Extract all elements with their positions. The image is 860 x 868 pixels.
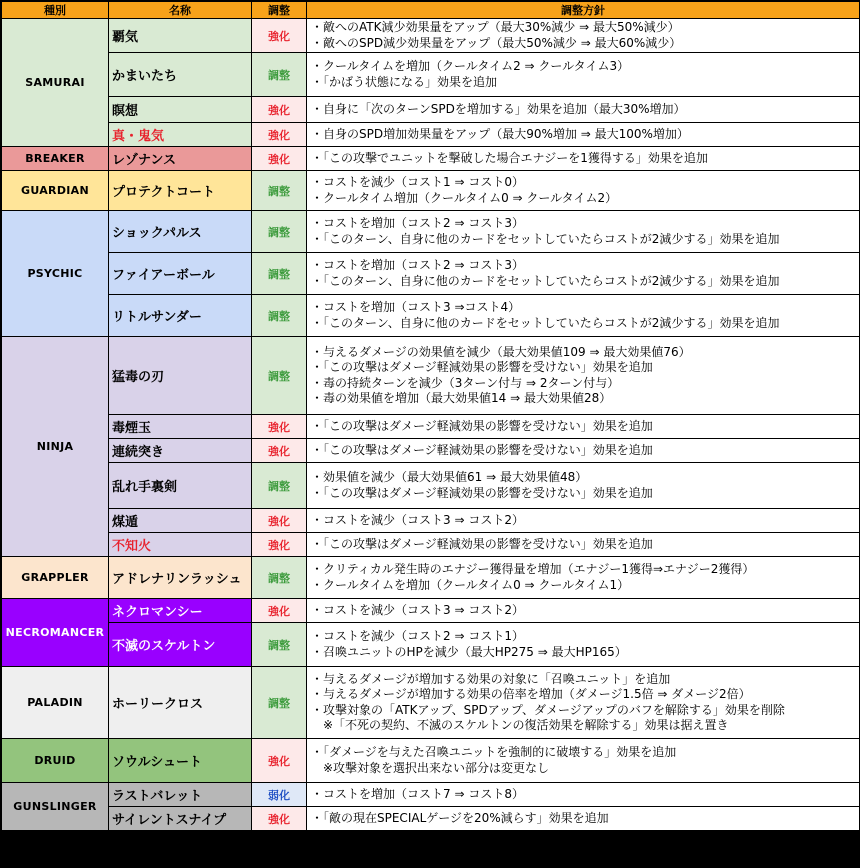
adjust-policy: [307, 337, 860, 415]
adjust-badge: 強化: [252, 19, 307, 53]
policy-line: ・「このターン、自身に他のカードをセットしていたらコストが2減少する」効果を追加: [311, 315, 780, 330]
adjust-policy: [307, 53, 860, 97]
table-row: [2, 557, 860, 599]
policy-line: ・コストを増加（コスト2 ⇒ コスト3）: [311, 258, 524, 272]
table-row: [2, 599, 860, 623]
policy-line: ・クールタイムを増加（クールタイム0 ⇒ クールタイム1）: [311, 577, 630, 592]
skill-name: ネクロマンシー: [109, 599, 252, 623]
class-cell: SAMURAI: [2, 19, 109, 147]
policy-line: ※攻撃対象を選択出来ない部分は変更なし: [311, 760, 550, 775]
table-row: [2, 623, 860, 667]
policy-line: ・「このターン、自身に他のカードをセットしていたらコストが2減少する」効果を追加: [311, 273, 780, 288]
policy-line: ・毒の効果値を増加（最大効果値14 ⇒ 最大効果値28）: [311, 391, 612, 405]
policy-line: ・与えるダメージが増加する効果の倍率を増加（ダメージ1.5倍 ⇒ ダメージ2倍）: [311, 687, 751, 701]
class-cell: DRUID: [2, 739, 109, 783]
adjust-badge: 調整: [252, 623, 307, 667]
table-row: [2, 253, 860, 295]
policy-line: ・「この攻撃はダメージ軽減効果の影響を受けない」効果を追加: [311, 418, 653, 433]
adjust-policy: [307, 533, 860, 557]
adjust-badge: 強化: [252, 509, 307, 533]
adjust-policy: [307, 415, 860, 439]
class-cell: GRAPPLER: [2, 557, 109, 599]
header-row: [2, 2, 860, 19]
adjust-badge: 強化: [252, 439, 307, 463]
skill-name: 瞑想: [109, 97, 252, 123]
adjust-policy: [307, 623, 860, 667]
skill-name: アドレナリンラッシュ: [109, 557, 252, 599]
table-row: [2, 463, 860, 509]
adjust-badge: 強化: [252, 807, 307, 831]
adjust-policy: [307, 599, 860, 623]
table-row: [2, 53, 860, 97]
policy-line: ・「この攻撃はダメージ軽減効果の影響を受けない」効果を追加: [311, 485, 653, 500]
adjust-policy: [307, 147, 860, 171]
adjust-badge: 強化: [252, 599, 307, 623]
policy-line: ・敵へのATK減少効果量をアップ（最大30%減少 ⇒ 最大50%減少）: [311, 20, 680, 34]
policy-line: ・召喚ユニットのHPを減少（最大HP275 ⇒ 最大HP165）: [311, 644, 627, 659]
table-row: [2, 739, 860, 783]
policy-line: ・自身のSPD増加効果量をアップ（最大90%増加 ⇒ 最大100%増加）: [311, 126, 689, 141]
policy-line: ・与えるダメージが増加する効果の対象に「召喚ユニット」を追加: [311, 671, 671, 686]
skill-name: レゾナンス: [109, 147, 252, 171]
adjust-badge: 調整: [252, 295, 307, 337]
adjust-policy: [307, 557, 860, 599]
table-row: [2, 295, 860, 337]
policy-line: ・与えるダメージの効果値を減少（最大効果値109 ⇒ 最大効果値76）: [311, 344, 691, 359]
adjust-policy: [307, 439, 860, 463]
adjust-policy: [307, 295, 860, 337]
skill-name: 真・鬼気: [109, 123, 252, 147]
adjust-policy: [307, 509, 860, 533]
skill-name: 毒煙玉: [109, 415, 252, 439]
adjust-badge: 調整: [252, 211, 307, 253]
adjust-badge: 調整: [252, 53, 307, 97]
policy-line: ※「不死の契約、不滅のスケルトンの復活効果を解除する」効果は据え置き: [311, 718, 729, 732]
skill-name: 不知火: [109, 533, 252, 557]
class-cell: NECROMANCER: [2, 599, 109, 667]
table-row: [2, 19, 860, 53]
adjust-policy: [307, 667, 860, 739]
policy-line: ・「ダメージを与えた召喚ユニットを強制的に破壊する」効果を追加: [311, 745, 677, 759]
policy-line: ・コストを減少（コスト3 ⇒ コスト2）: [311, 512, 524, 527]
table-row: [2, 123, 860, 147]
table-row: [2, 509, 860, 533]
table-row: [2, 415, 860, 439]
skill-name: 覇気: [109, 19, 252, 53]
adjust-policy: [307, 783, 860, 807]
skill-name: ホーリークロス: [109, 667, 252, 739]
policy-line: ・「この攻撃はダメージ軽減効果の影響を受けない」効果を追加: [311, 442, 653, 457]
skill-name: サイレントスナイプ: [109, 807, 252, 831]
class-cell: GUNSLINGER: [2, 783, 109, 831]
skill-name: ラストバレット: [109, 783, 252, 807]
adjust-policy: [307, 253, 860, 295]
class-cell: GUARDIAN: [2, 171, 109, 211]
adjust-badge: 強化: [252, 123, 307, 147]
skill-name: 乱れ手裏剣: [109, 463, 252, 509]
adjust-badge: 調整: [252, 337, 307, 415]
header-name: 名称: [109, 2, 252, 19]
policy-line: ・攻撃対象の「ATKアップ、SPDアップ、ダメージアップのバフを解除する」効果を削除: [311, 702, 785, 717]
adjust-policy: [307, 19, 860, 53]
table-row: [2, 807, 860, 831]
adjust-badge: 調整: [252, 253, 307, 295]
policy-line: ・コストを増加（コスト3 ⇒コスト4）: [311, 300, 521, 314]
adjust-badge: 強化: [252, 533, 307, 557]
policy-line: ・コストを増加（コスト7 ⇒ コスト8）: [311, 786, 524, 801]
skill-name: 連続突き: [109, 439, 252, 463]
adjust-badge: 強化: [252, 147, 307, 171]
skill-name: ショックパルス: [109, 211, 252, 253]
policy-line: ・「この攻撃はダメージ軽減効果の影響を受けない」効果を追加: [311, 360, 653, 374]
adjust-policy: [307, 171, 860, 211]
policy-line: ・「この攻撃でユニットを撃破した場合エナジーを1獲得する」効果を追加: [311, 150, 708, 165]
policy-line: ・クリティカル発生時のエナジー獲得量を増加（エナジー1獲得⇒エナジー2獲得）: [311, 562, 755, 576]
adjust-badge: 弱化: [252, 783, 307, 807]
table-row: [2, 97, 860, 123]
policy-line: ・「このターン、自身に他のカードをセットしていたらコストが2減少する」効果を追加: [311, 231, 780, 246]
class-cell: PSYCHIC: [2, 211, 109, 337]
class-cell: BREAKER: [2, 147, 109, 171]
policy-line: ・「この攻撃はダメージ軽減効果の影響を受けない」効果を追加: [311, 536, 653, 551]
adjust-badge: 調整: [252, 557, 307, 599]
table-row: [2, 439, 860, 463]
policy-line: ・コストを増加（コスト2 ⇒ コスト3）: [311, 216, 524, 230]
table-row: [2, 783, 860, 807]
skill-name: 不滅のスケルトン: [109, 623, 252, 667]
policy-line: ・自身に「次のターンSPDを増加する」効果を追加（最大30%増加）: [311, 101, 686, 116]
policy-line: ・クールタイムを増加（クールタイム2 ⇒ クールタイム3）: [311, 59, 630, 73]
skill-name: プロテクトコート: [109, 171, 252, 211]
policy-line: ・コストを減少（コスト3 ⇒ コスト2）: [311, 602, 524, 617]
adjust-badge: 強化: [252, 97, 307, 123]
header-class: 種別: [2, 2, 109, 19]
table-row: [2, 171, 860, 211]
table-row: [2, 147, 860, 171]
policy-line: ・「かばう状態になる」効果を追加: [311, 74, 498, 89]
skill-name: ソウルシュート: [109, 739, 252, 783]
adjust-policy: [307, 123, 860, 147]
skill-name: かまいたち: [109, 53, 252, 97]
table-row: [2, 211, 860, 253]
adjust-badge: 強化: [252, 415, 307, 439]
adjust-badge: 調整: [252, 667, 307, 739]
table-row: [2, 667, 860, 739]
adjust-policy: [307, 739, 860, 783]
class-cell: NINJA: [2, 337, 109, 557]
adjust-policy: [307, 807, 860, 831]
policy-line: ・敵へのSPD減少効果量をアップ（最大50%減少 ⇒ 最大60%減少）: [311, 35, 682, 50]
policy-line: ・コストを減少（コスト2 ⇒ コスト1）: [311, 629, 524, 643]
balance-adjustment-table: [1, 1, 860, 831]
header-policy: 調整方針: [307, 2, 860, 19]
skill-name: ファイアーボール: [109, 253, 252, 295]
policy-line: ・クールタイム増加（クールタイム0 ⇒ クールタイム2）: [311, 190, 618, 205]
adjust-badge: 強化: [252, 739, 307, 783]
policy-line: ・「敵の現在SPECIALゲージを20%減らす」効果を追加: [311, 810, 609, 825]
header-adjust: 調整: [252, 2, 307, 19]
skill-name: リトルサンダー: [109, 295, 252, 337]
adjust-policy: [307, 463, 860, 509]
adjust-badge: 調整: [252, 463, 307, 509]
skill-name: 猛毒の刃: [109, 337, 252, 415]
policy-line: ・効果値を減少（最大効果値61 ⇒ 最大効果値48）: [311, 470, 588, 484]
skill-name: 煤遁: [109, 509, 252, 533]
adjust-badge: 調整: [252, 171, 307, 211]
policy-line: ・毒の持続ターンを減少（3ターン付与 ⇒ 2ターン付与）: [311, 375, 620, 390]
adjust-policy: [307, 97, 860, 123]
policy-line: ・コストを減少（コスト1 ⇒ コスト0）: [311, 175, 524, 189]
table-row: [2, 533, 860, 557]
adjust-policy: [307, 211, 860, 253]
class-cell: PALADIN: [2, 667, 109, 739]
table-row: [2, 337, 860, 415]
